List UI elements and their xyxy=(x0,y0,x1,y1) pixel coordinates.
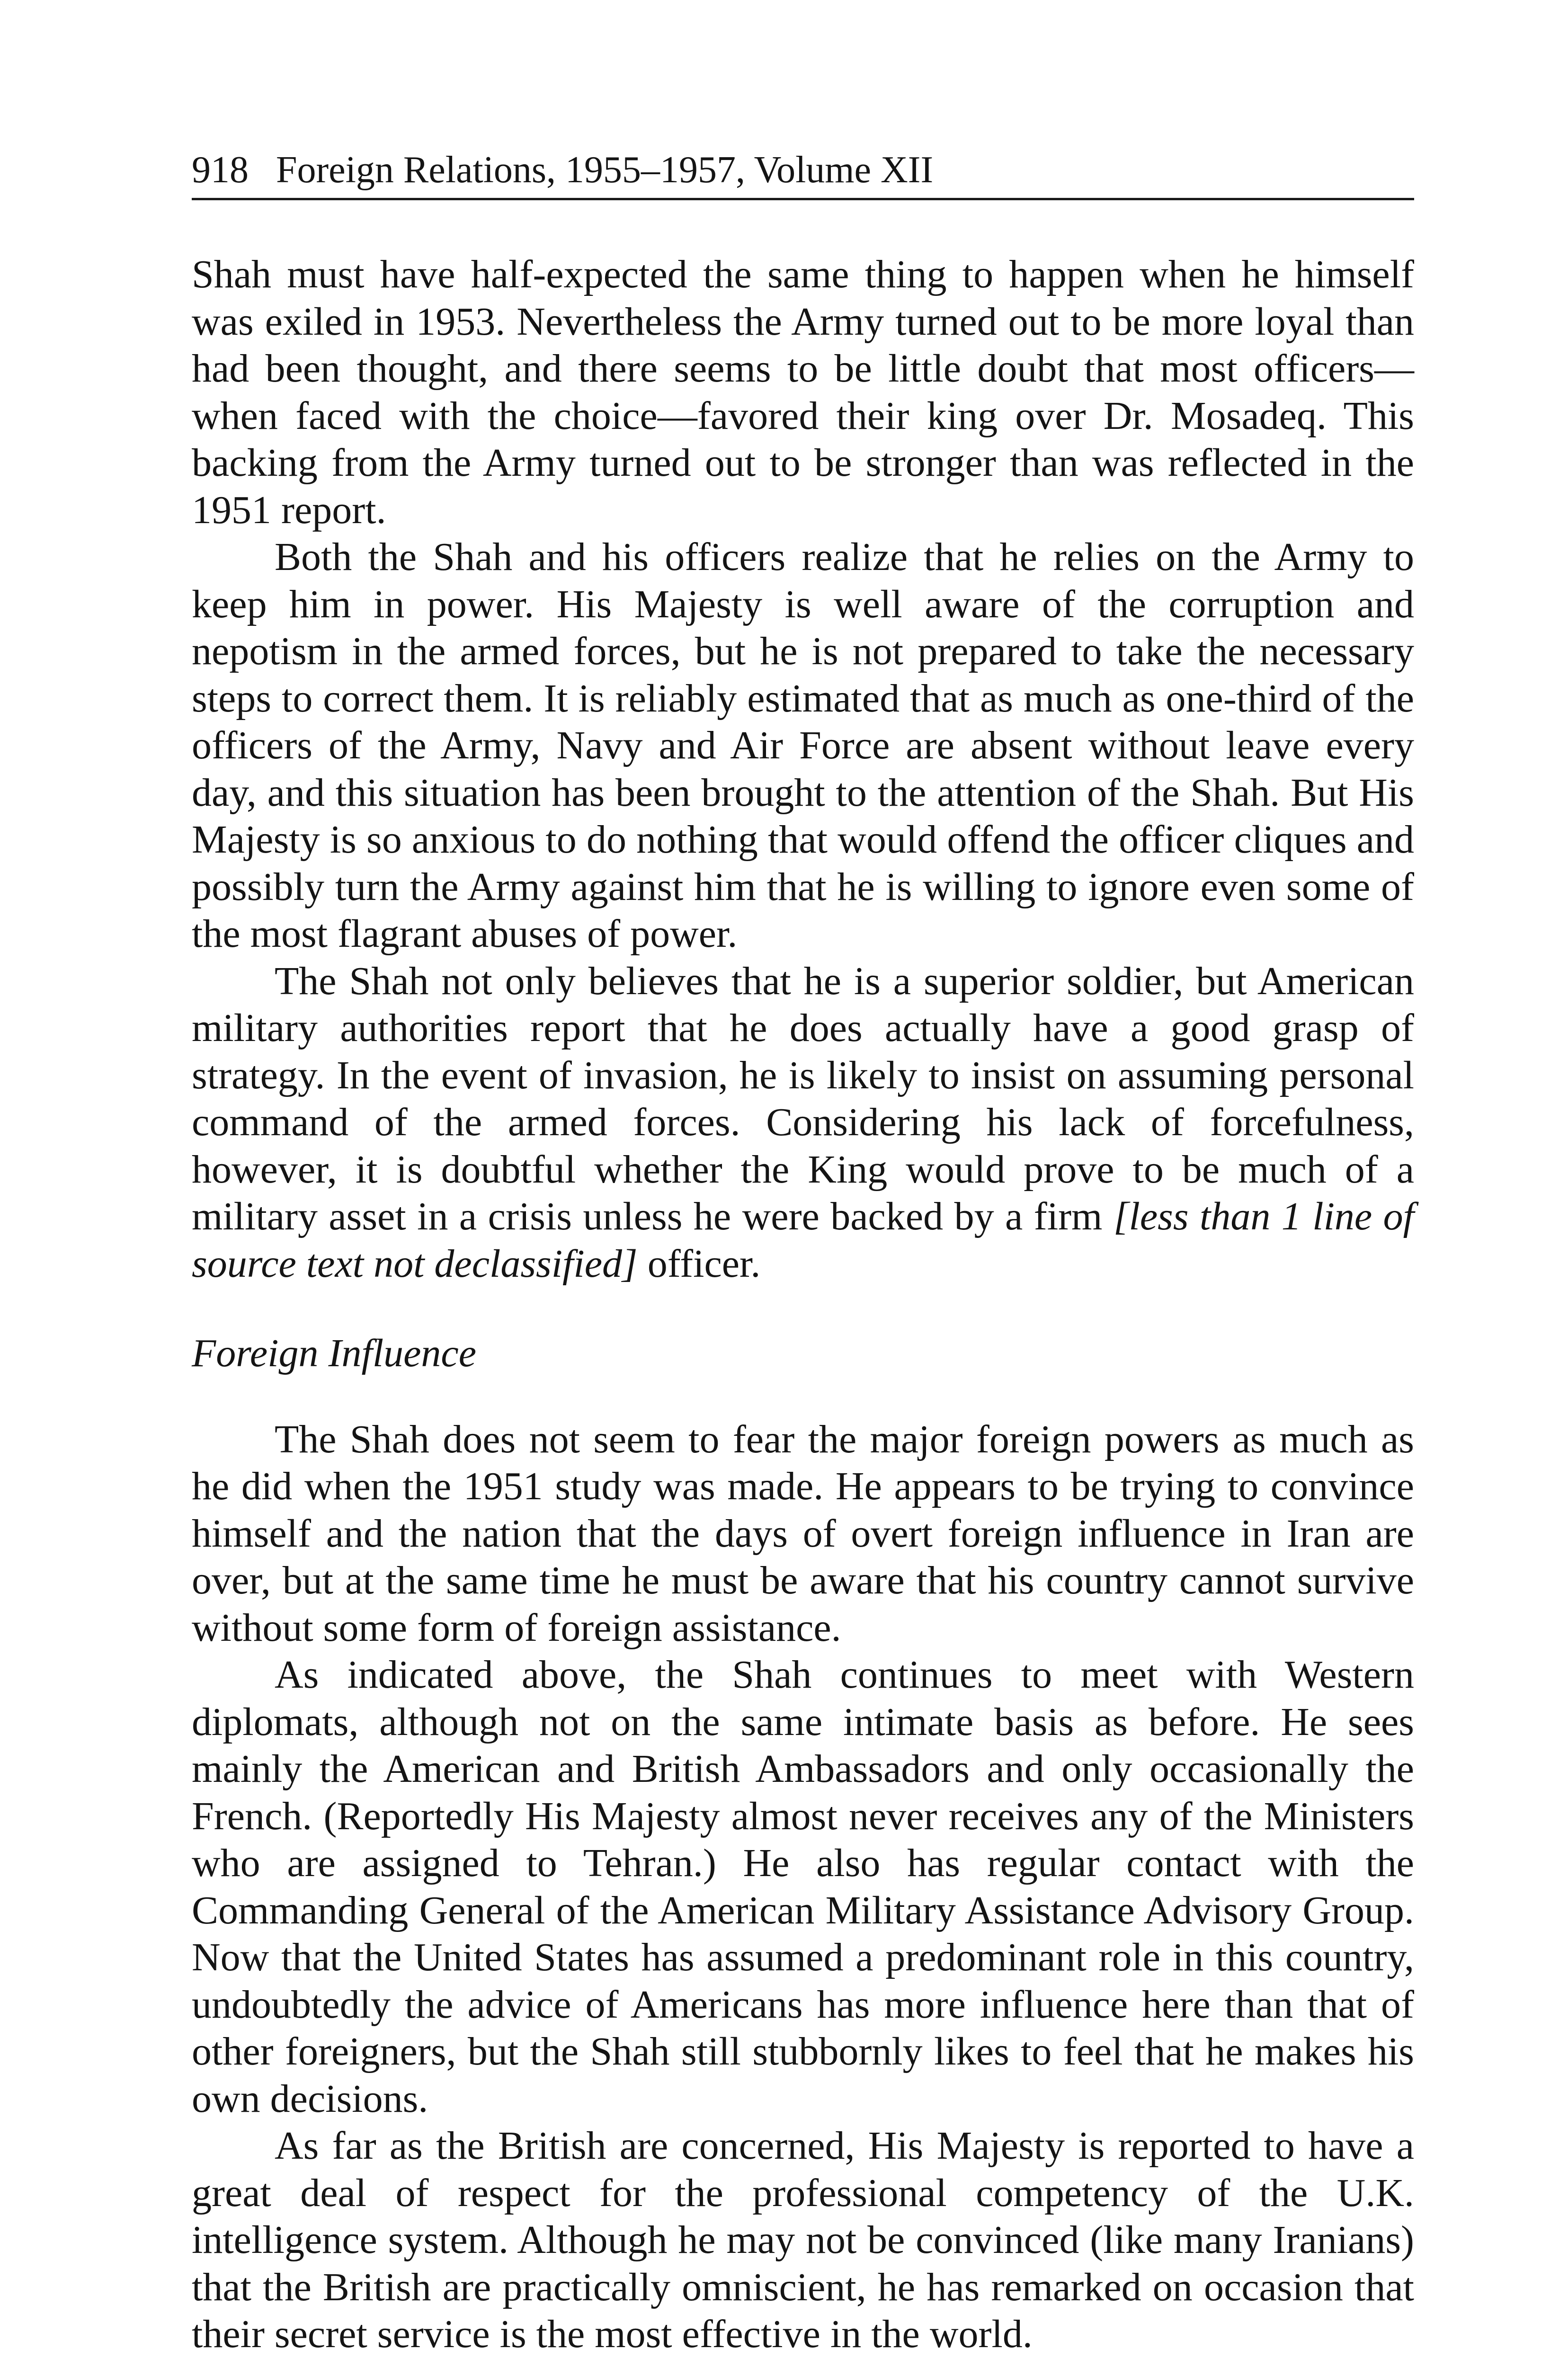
editorial-note: [less than 1 line of source text not declassified] xyxy=(192,1194,1414,1286)
running-title: Foreign Relations, 1955–1957, Volume XII xyxy=(276,149,934,191)
paragraph: As far as the British are concerned, His Majesty is reported to have a great deal of respect for the professional competency of the U.K. intelligence system. Although he may not be convinced (like many Iranians) that the British are practically omniscient, he has remarked on occasion that their secret service is the most effective in the world. xyxy=(192,2124,1414,2356)
body-text xyxy=(192,251,1414,2358)
page-number: 918 xyxy=(192,149,249,191)
paragraph-text: The Shah not only believes that he is a superior soldier, but American military authorities report that he does actually have a good grasp of strategy. In the event of invasion, he is likely to insist on assuming personal command of the armed forces. Considering his lack of forcefulness, however, it is doubtful whether the King would prove to be much of a military asset in a crisis unless he were backed by a firm xyxy=(192,959,1414,1238)
paragraph xyxy=(192,958,1414,1288)
paragraph: The Shah does not seem to fear the major foreign powers as much as he did when the 1951 study was made. He appears to be trying to convince himself and the nation that the days of overt foreign influence in Iran are over, but at the same time he must be aware that his country cannot survive without some form of foreign assistance. xyxy=(192,1417,1414,1650)
paragraph: Both the Shah and his officers realize that he relies on the Army to keep him in power. His Majesty is well aware of the corruption and nepotism in the armed forces, but he is not prepared to take the necessary steps to correct them. It is reliably estimated that as much as one-third of the officers of the Army, Navy and Air Force are absent without leave every day, and this situation has been brought to the attention of the Shah. But His Majesty is so anxious to do nothing that would offend the officer cliques and possibly turn the Army against him that he is willing to ignore even some of the most flagrant abuses of power. xyxy=(192,535,1414,956)
section-heading: Foreign Influence xyxy=(192,1331,477,1375)
running-header xyxy=(192,142,1414,200)
paragraph-text: officer. xyxy=(637,1241,761,1286)
paragraph: As indicated above, the Shah continues to meet with Western diplomats, although not on the same intimate basis as before. He sees mainly the American and British Ambassadors and only occasionally the French. (Reportedly His Majesty almost never receives any of the Ministers who are assigned to Tehran.) He also has regular contact with the Commanding General of the American Military Assistance Advisory Group. Now that the United States has assumed a predominant role in this country, undoubtedly the advice of Americans has more influence here than that of other foreigners, but the Shah still stubbornly likes to feel that he makes his own decisions. xyxy=(192,1653,1414,2121)
paragraph-continued: Shah must have half-expected the same thing to happen when he himself was exiled in 1953. Nevertheless the Army turned out to be more loyal than had been thought, and there seems to be little doubt that most officers—when faced with the choice—favored their king over Dr. Mosadeq. This backing from the Army turned out to be stronger than was reflected in the 1951 report. xyxy=(192,252,1414,532)
